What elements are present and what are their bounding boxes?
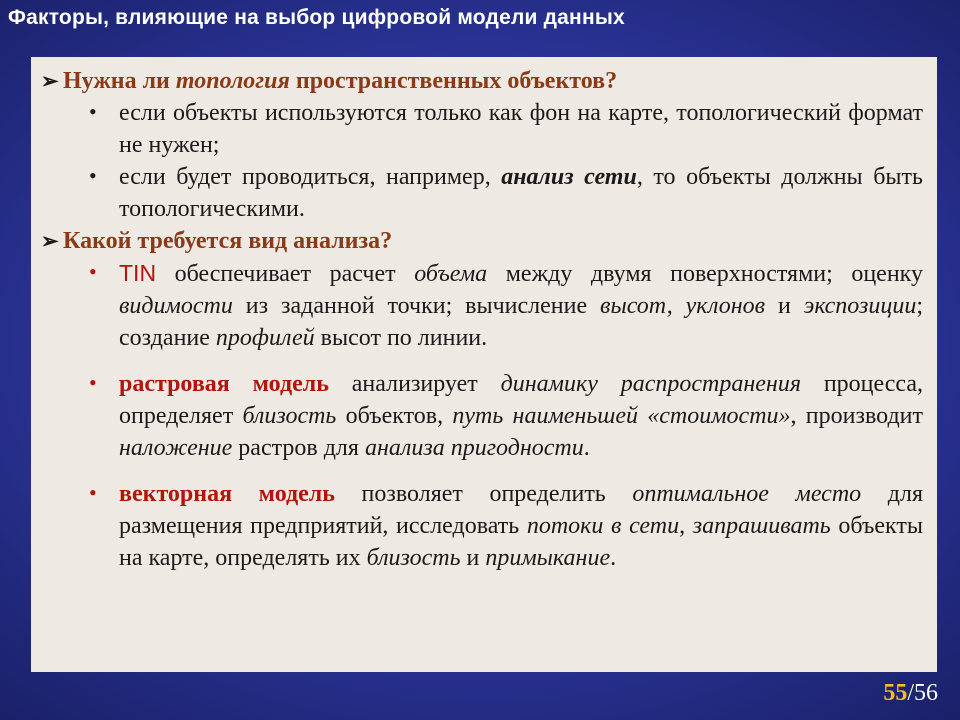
content-panel: [31, 57, 937, 672]
list-item-text: если будет проводиться, например, анализ сети, то объекты должны быть топологическими.: [119, 164, 923, 222]
model-name-raster: растровая модель: [119, 371, 329, 397]
bullet-icon: •: [89, 480, 97, 505]
list-item-text: векторная модель позволяет определить оптимальное место для размещения предприятий, исследовать потоки в сети, запрашивать объекты на карте, определять их близость и примыкание.: [119, 481, 924, 571]
page-number: 55/56: [883, 680, 938, 706]
list-item-text: растровая модель анализирует динамику распространения процесса, определяет близость объектов, путь наименьшей «стоимости», производит наложение растров для анализа пригодности.: [119, 371, 923, 461]
slide-title: Факторы, влияющие на выбор цифровой модели данных: [8, 6, 625, 29]
model-name-vector: векторная модель: [119, 481, 335, 507]
section-heading-topology: [41, 65, 923, 97]
bullet-icon: •: [89, 370, 97, 395]
current-page: 55: [883, 680, 908, 706]
bullet-icon: •: [89, 99, 97, 124]
list-item: [41, 97, 923, 161]
list-item: [41, 161, 923, 225]
heading-emphasis: топология: [175, 68, 290, 94]
list-item-tin: [41, 257, 923, 354]
list-item-vector: [41, 478, 923, 574]
heading-text: Нужна ли: [63, 68, 176, 94]
list-item-raster: [41, 368, 923, 464]
bullet-icon: •: [89, 259, 97, 284]
heading-text: Какой требуется вид анализа?: [63, 228, 393, 254]
arrow-bullet-icon: ➢: [41, 69, 59, 93]
section-heading-analysis: [41, 225, 923, 257]
list-item-text: TIN обеспечивает расчет объема между двумя поверхностями; оценку видимости из заданной точки; вычисление высот, уклонов и экспозиции; создание профилей высот по линии.: [119, 260, 924, 351]
total-pages: 56: [914, 680, 938, 706]
list-item-text: если объекты используются только как фон на карте, топологический формат не нужен;: [119, 100, 923, 158]
heading-text: пространственных объектов?: [289, 68, 618, 94]
emphasis-term: анализ сети: [501, 164, 637, 190]
model-name-tin: TIN: [119, 260, 157, 286]
arrow-bullet-icon: ➢: [41, 229, 59, 253]
bullet-icon: •: [89, 163, 97, 188]
